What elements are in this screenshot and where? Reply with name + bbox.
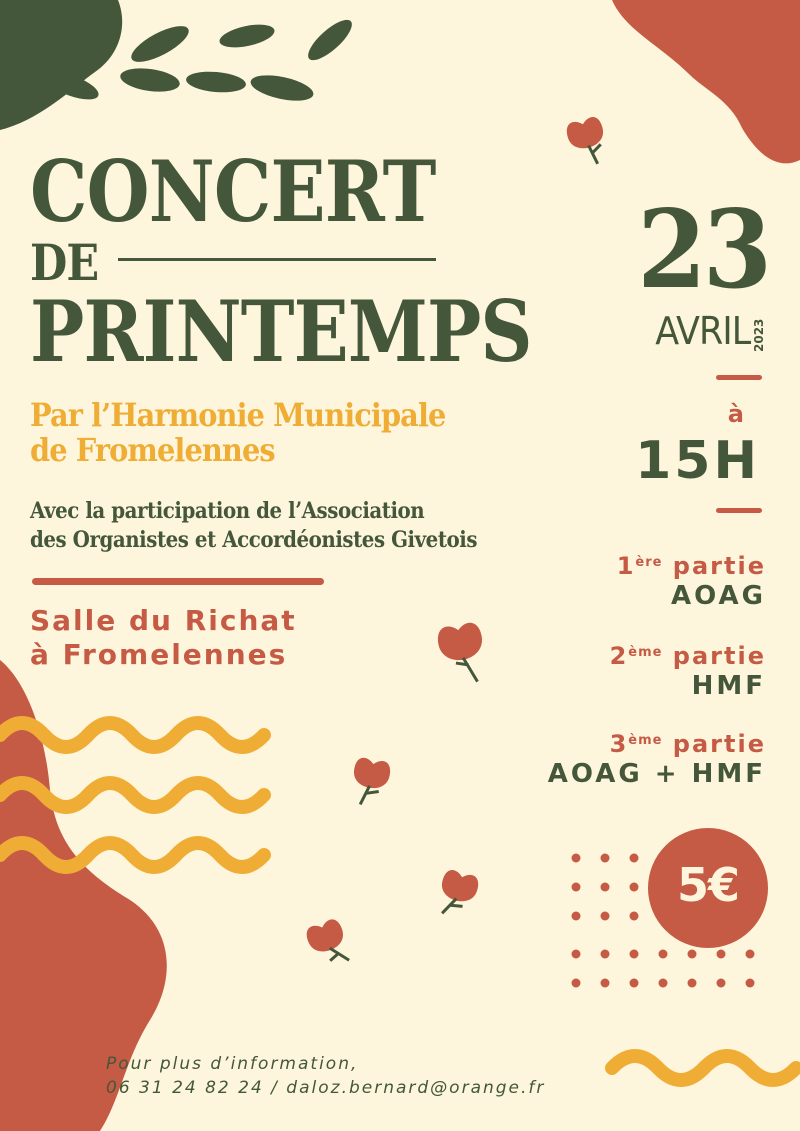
price-label: 5€ bbox=[676, 858, 739, 912]
participation-line-1: Avec la participation de l’Association bbox=[30, 498, 425, 524]
program-part-1 bbox=[617, 552, 766, 612]
program-part-1-value: AOAG bbox=[671, 581, 766, 611]
program-part-1-label: 1ère partie bbox=[616, 552, 766, 580]
date-divider-bottom bbox=[716, 508, 762, 513]
date-at: à bbox=[727, 400, 744, 428]
dot bbox=[717, 950, 726, 959]
date-year: 2023 bbox=[752, 318, 766, 352]
dot bbox=[746, 979, 755, 988]
date-year-box bbox=[746, 318, 780, 352]
contact-info bbox=[106, 1052, 545, 1100]
dot bbox=[630, 950, 639, 959]
flower-icon bbox=[436, 621, 490, 687]
participation-line-2: des Organistes et Accordéonistes Givetois bbox=[30, 527, 478, 553]
dot bbox=[572, 883, 581, 892]
program-part-3 bbox=[548, 730, 766, 790]
flower-icon bbox=[564, 115, 611, 169]
dot bbox=[601, 912, 610, 921]
participation bbox=[30, 497, 477, 555]
dot bbox=[572, 912, 581, 921]
flower-icon bbox=[434, 868, 480, 920]
venue-line-2: à Fromelennes bbox=[30, 638, 288, 671]
top-left-blob bbox=[0, 0, 122, 130]
dot bbox=[717, 979, 726, 988]
program-part-2-value: HMF bbox=[691, 671, 766, 701]
title-line-3: PRINTEMPS bbox=[30, 282, 532, 381]
date-month: AVRIL bbox=[654, 309, 750, 353]
dot bbox=[688, 979, 697, 988]
dot bbox=[601, 979, 610, 988]
venue bbox=[30, 604, 297, 672]
dot bbox=[572, 854, 581, 863]
title-line-2: DE bbox=[30, 233, 99, 292]
dot bbox=[572, 979, 581, 988]
program-part-3-value: AOAG + HMF bbox=[547, 759, 766, 789]
flower-icon bbox=[348, 756, 392, 808]
dot bbox=[659, 979, 668, 988]
venue-divider bbox=[32, 578, 324, 585]
organizer-line-1: Par l’Harmonie Municipale bbox=[30, 396, 446, 434]
organizer bbox=[30, 398, 445, 468]
dot bbox=[630, 883, 639, 892]
dot bbox=[630, 854, 639, 863]
venue-line-1: Salle du Richat bbox=[30, 604, 297, 637]
dot bbox=[601, 883, 610, 892]
dot bbox=[630, 912, 639, 921]
date-day: 23 bbox=[637, 187, 768, 313]
title-divider bbox=[118, 258, 436, 261]
dot bbox=[601, 854, 610, 863]
title-line-1: CONCERT bbox=[30, 142, 436, 241]
dot bbox=[688, 950, 697, 959]
program-part-3-label: 3ème partie bbox=[609, 730, 766, 758]
contact-line-1: Pour plus d’information, bbox=[106, 1054, 359, 1074]
organizer-line-2: de Fromelennes bbox=[30, 431, 275, 469]
flower-icon bbox=[304, 917, 353, 971]
program-part-2 bbox=[610, 642, 766, 702]
dot bbox=[572, 950, 581, 959]
date-divider-top bbox=[716, 375, 762, 380]
program-part-2-label: 2ème partie bbox=[609, 642, 766, 670]
top-right-blob bbox=[612, 0, 800, 163]
contact-line-2: 06 31 24 82 24 / daloz.bernard@orange.fr bbox=[106, 1078, 546, 1098]
date-time: 15H bbox=[635, 431, 760, 491]
dot bbox=[630, 979, 639, 988]
dot bbox=[601, 950, 610, 959]
dot bbox=[659, 950, 668, 959]
dot bbox=[746, 950, 755, 959]
